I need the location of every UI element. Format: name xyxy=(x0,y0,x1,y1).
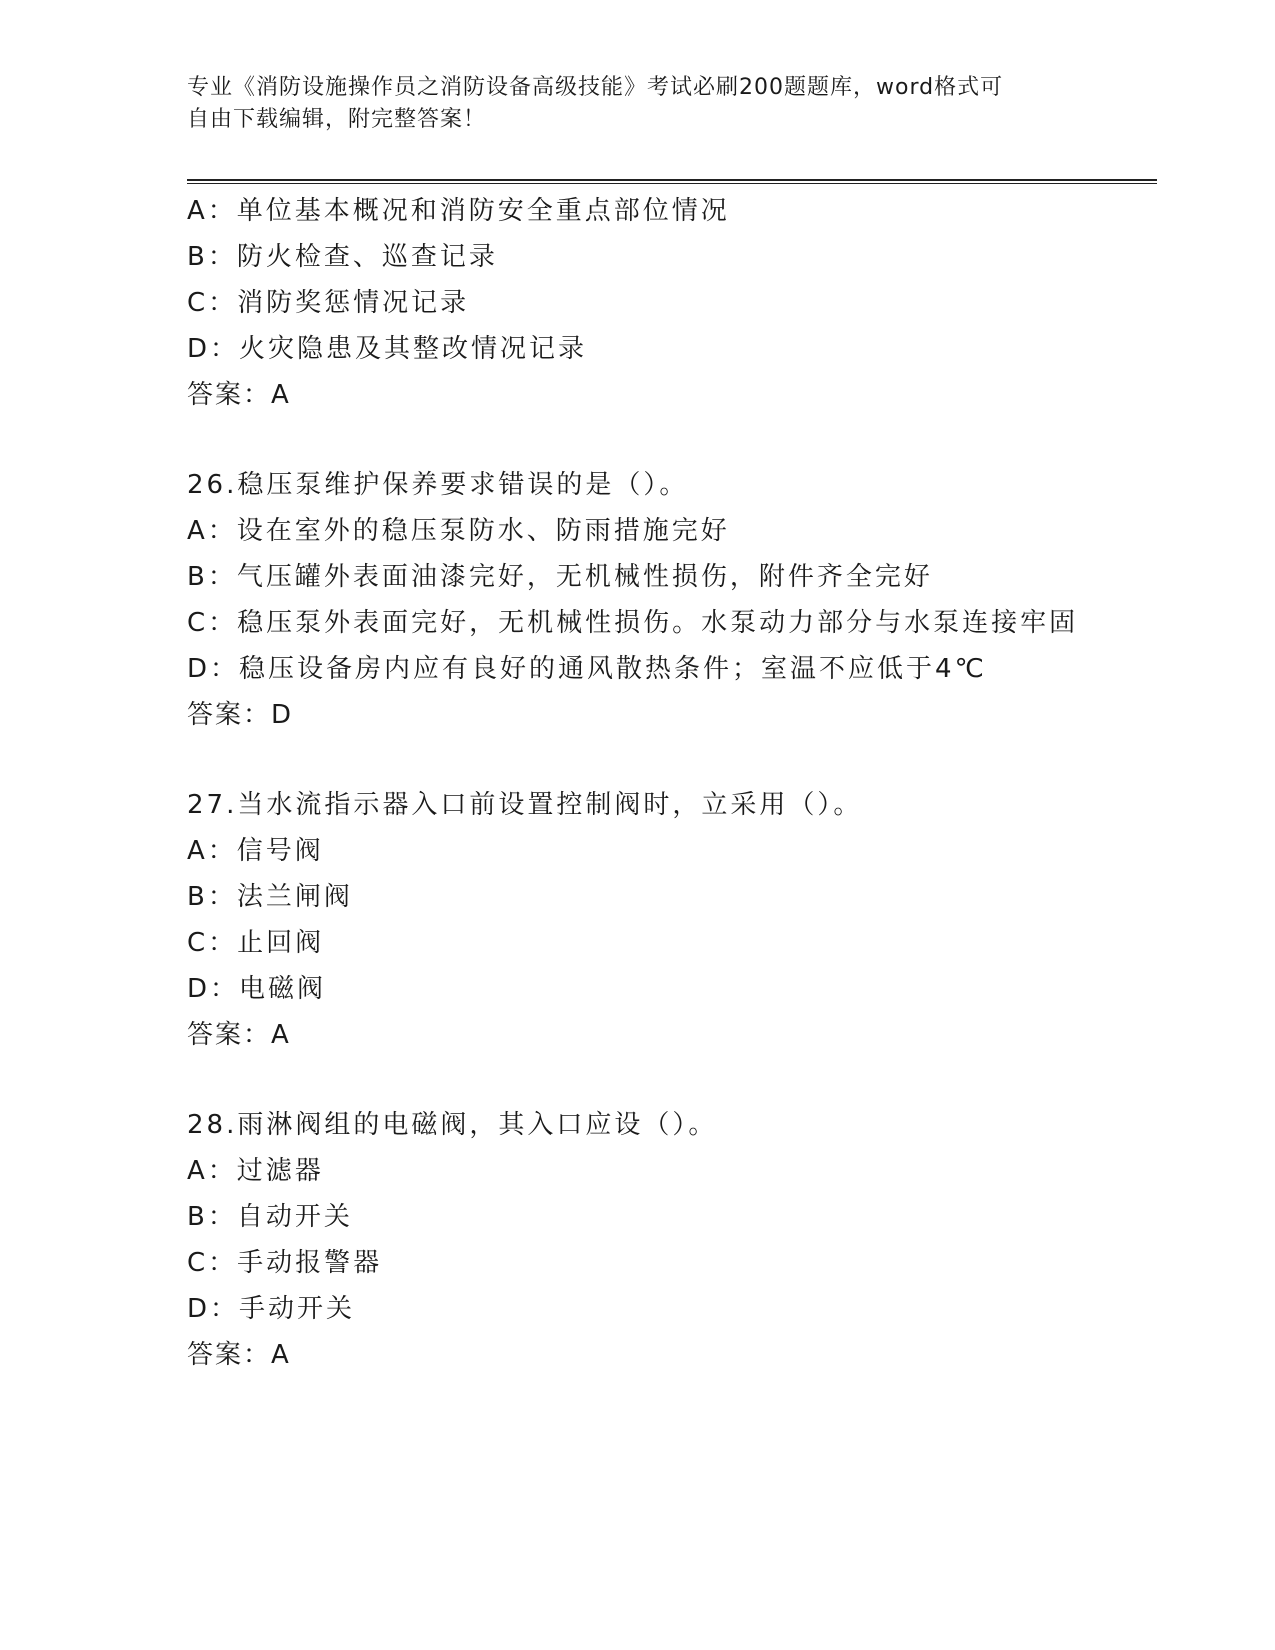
option-d: D：稳压设备房内应有良好的通风散热条件；室温不应低于4℃ xyxy=(187,654,987,684)
question-26 xyxy=(187,462,1187,738)
spacer xyxy=(187,418,1187,462)
question-25 xyxy=(187,188,1187,418)
header-rule-thick xyxy=(187,179,1157,181)
option-a: A：过滤器 xyxy=(187,1156,324,1186)
answer-line: 答案：A xyxy=(187,1020,291,1050)
spacer xyxy=(187,738,1187,782)
option-b: B：气压罐外表面油漆完好，无机械性损伤，附件齐全完好 xyxy=(187,562,933,592)
option-d: D：手动开关 xyxy=(187,1294,356,1324)
option-d: D：火灾隐患及其整改情况记录 xyxy=(187,334,588,364)
header-line-2: 自由下载编辑，附完整答案！ xyxy=(187,107,487,132)
answer-line: 答案：A xyxy=(187,380,291,410)
answer-line: 答案：A xyxy=(187,1340,291,1370)
option-c: C：稳压泵外表面完好，无机械性损伤。水泵动力部分与水泵连接牢固 xyxy=(187,608,1079,638)
header-rule-thin xyxy=(187,183,1157,184)
option-c: C：手动报警器 xyxy=(187,1248,383,1278)
option-c: C：止回阀 xyxy=(187,928,325,958)
question-stem: 26.稳压泵维护保养要求错误的是（）。 xyxy=(187,470,689,500)
option-a: A：信号阀 xyxy=(187,836,324,866)
question-stem: 28.雨淋阀组的电磁阀，其入口应设（）。 xyxy=(187,1110,718,1140)
document-header xyxy=(187,72,1067,136)
option-b: B：防火检查、巡查记录 xyxy=(187,242,498,272)
question-stem: 27.当水流指示器入口前设置控制阀时，立采用（）。 xyxy=(187,790,863,820)
spacer xyxy=(187,1058,1187,1102)
option-a: A：设在室外的稳压泵防水、防雨措施完好 xyxy=(187,516,730,546)
answer-line: 答案：D xyxy=(187,700,294,730)
question-list xyxy=(187,188,1187,1378)
option-d: D：电磁阀 xyxy=(187,974,327,1004)
option-b: B：自动开关 xyxy=(187,1202,353,1232)
option-a: A：单位基本概况和消防安全重点部位情况 xyxy=(187,196,730,226)
option-b: B：法兰闸阀 xyxy=(187,882,353,912)
question-27 xyxy=(187,782,1187,1058)
header-line-1: 专业《消防设施操作员之消防设备高级技能》考试必刷200题题库，word格式可 xyxy=(187,75,1004,100)
option-c: C：消防奖惩情况记录 xyxy=(187,288,470,318)
question-28 xyxy=(187,1102,1187,1378)
